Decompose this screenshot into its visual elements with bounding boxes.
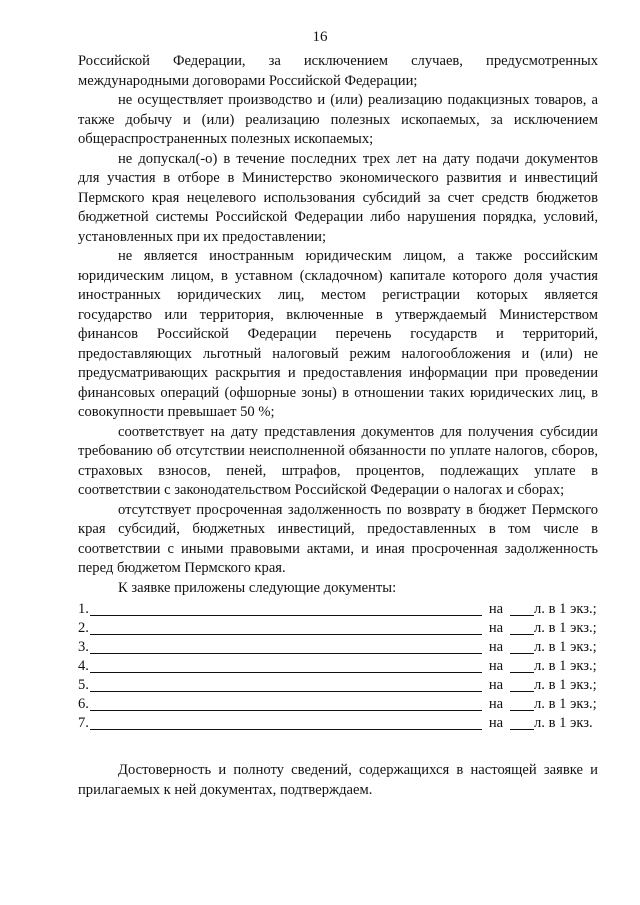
attachment-na-label: на — [488, 639, 504, 655]
attachment-na-label: на — [488, 658, 504, 674]
attachment-name-field[interactable] — [90, 620, 482, 635]
paragraph: не допускал(-о) в течение последних трех лет на дату подачи документов для участия в отборе в Министерство экономического развития и инвестиций Пермского края нецелевого использования субсидий за счет средств бюджетов бюджетной системы Российской Федерации либо нарушения порядка, условий, установленных при их предоставлении; — [78, 150, 598, 245]
attachment-suffix: л. в 1 экз.; — [534, 677, 597, 693]
attachment-suffix: л. в 1 экз.; — [534, 601, 597, 617]
spacer — [78, 733, 598, 761]
attachment-row — [78, 638, 598, 657]
attachment-number: 4. — [78, 658, 89, 674]
attachment-row — [78, 657, 598, 676]
attachment-number: 5. — [78, 677, 89, 693]
attachment-suffix: л. в 1 экз.; — [534, 696, 597, 712]
page-number: 16 — [312, 29, 328, 45]
attachment-na-label: на — [488, 620, 504, 636]
document-body — [78, 52, 598, 800]
attachment-name-field[interactable] — [90, 715, 482, 730]
attachment-name-field[interactable] — [90, 696, 482, 711]
attachment-row — [78, 676, 598, 695]
attachment-number: 1. — [78, 601, 89, 617]
attachment-pages-field[interactable] — [510, 601, 534, 616]
attachment-name-field[interactable] — [90, 601, 482, 616]
attachment-suffix: л. в 1 экз. — [534, 715, 593, 731]
paragraph: отсутствует просроченная задолженность по возврату в бюджет Пермского края субсидий, бюджетных инвестиций, предоставленных в том числе в соответствии с иными правовыми актами, и иная просроченная задолженность перед бюджетом Пермского края. — [78, 501, 598, 576]
attachment-na-label: на — [488, 715, 504, 731]
attachments-intro: К заявке приложены следующие документы: — [118, 579, 397, 596]
attachment-suffix: л. в 1 экз.; — [534, 639, 597, 655]
attachment-number: 2. — [78, 620, 89, 636]
attachment-name-field[interactable] — [90, 677, 482, 692]
paragraph: не является иностранным юридическим лицом, а также российским юридическим лицом, в уставном (складочном) капитале которого доля участия иностранных юридических лиц, местом регистрации которых является государство или территория, включенные в утверждаемый Министерством финансов Российской Федерации перечень государств и территорий, предоставляющих льготный налоговый режим налогообложения и (или) не предусматривающих раскрытия и предоставления информации при проведении финансовых операций (офшорные зоны) в отношении таких юридических лиц, в совокупности превышает 50 %; — [78, 248, 598, 420]
attachment-pages-field[interactable] — [510, 639, 534, 654]
attachment-pages-field[interactable] — [510, 696, 534, 711]
attachment-number: 7. — [78, 715, 89, 731]
attachment-suffix: л. в 1 экз.; — [534, 620, 597, 636]
attachment-pages-field[interactable] — [510, 658, 534, 673]
attachment-row — [78, 600, 598, 619]
attachment-row — [78, 714, 598, 733]
attachment-suffix: л. в 1 экз.; — [534, 658, 597, 674]
attachment-row — [78, 619, 598, 638]
attachment-pages-field[interactable] — [510, 677, 534, 692]
closing-statement: Достоверность и полноту сведений, содержащихся в настоящей заявке и прилагаемых к ней документах, подтверждаем. — [78, 762, 598, 798]
attachment-name-field[interactable] — [90, 658, 482, 673]
attachment-pages-field[interactable] — [510, 620, 534, 635]
paragraph-list — [78, 52, 598, 579]
paragraph: Российской Федерации, за исключением случаев, предусмотренных международными договорами Российской Федерации; — [78, 53, 598, 89]
attachment-name-field[interactable] — [90, 639, 482, 654]
attachment-number: 3. — [78, 639, 89, 655]
attachment-na-label: на — [488, 677, 504, 693]
attachments-list — [78, 600, 598, 733]
paragraph: соответствует на дату представления документов для получения субсидии требованию об отсутствии неисполненной обязанности по уплате налогов, сборов, страховых взносов, пеней, штрафов, процентов, подлежащих уплате в соответствии с законодательством Российской Федерации о налогах и сборах; — [78, 423, 598, 498]
attachment-na-label: на — [488, 696, 504, 712]
attachment-row — [78, 695, 598, 714]
attachment-number: 6. — [78, 696, 89, 712]
attachment-na-label: на — [488, 601, 504, 617]
attachment-pages-field[interactable] — [510, 715, 534, 730]
paragraph: не осуществляет производство и (или) реализацию подакцизных товаров, а также добычу и (или) реализацию полезных ископаемых, за исключением общераспространенных полезных ископаемых; — [78, 92, 598, 147]
